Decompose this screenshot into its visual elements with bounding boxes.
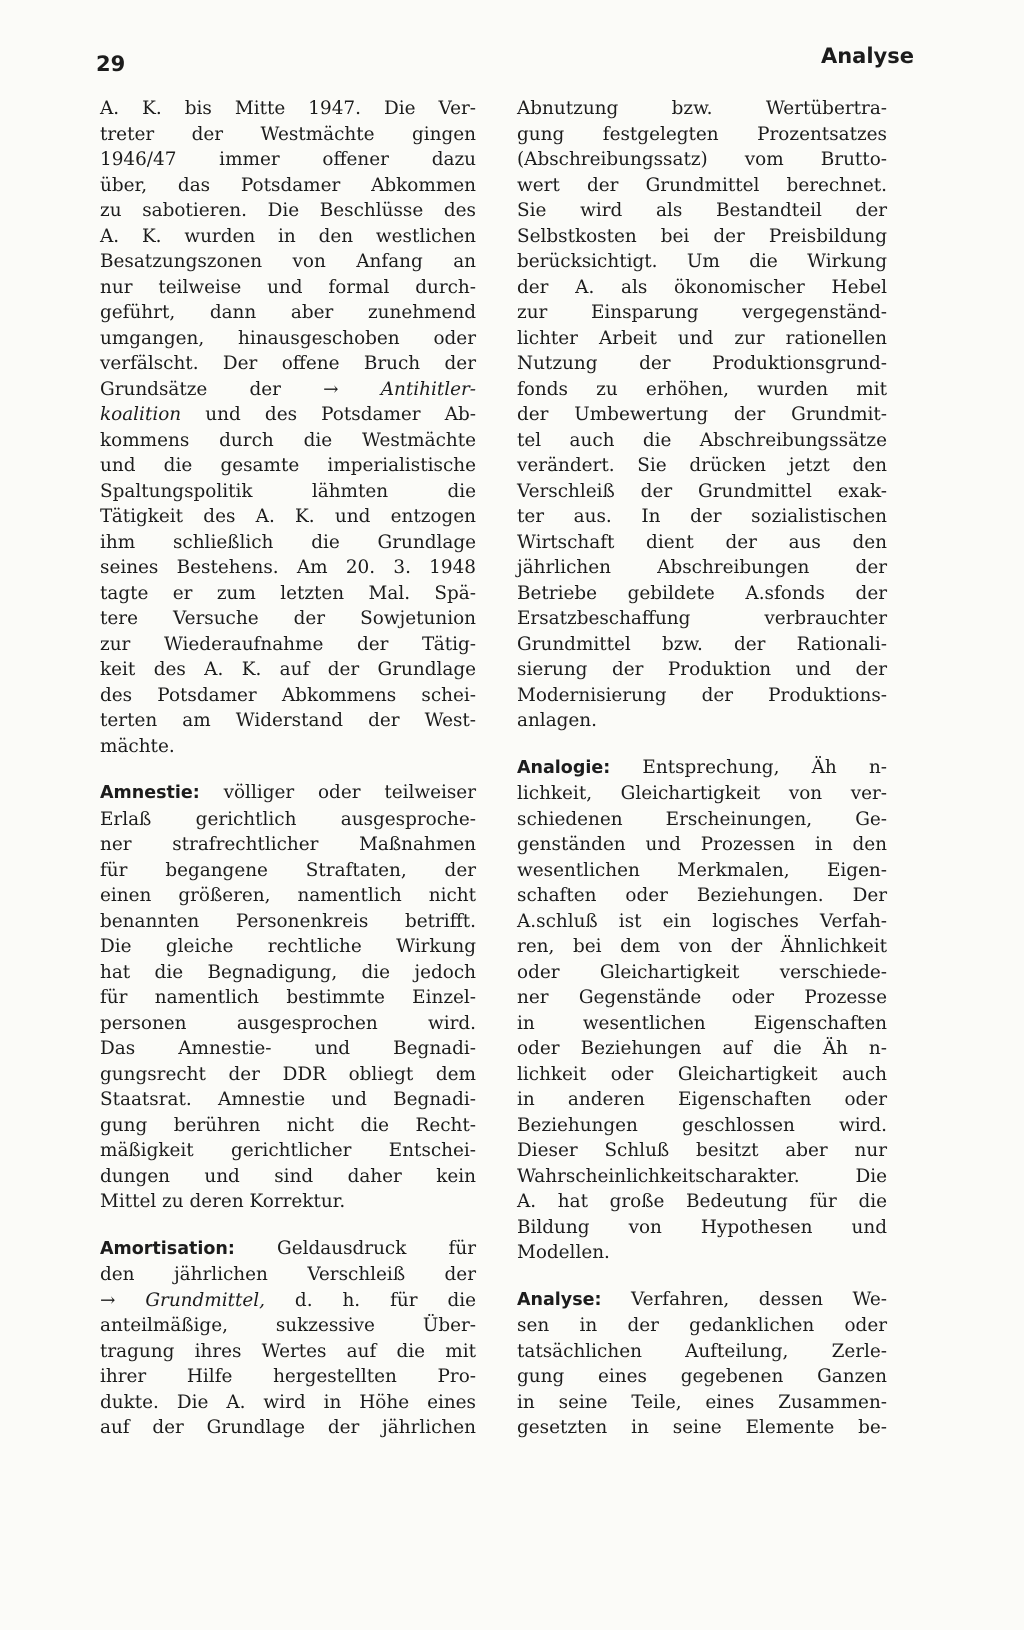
text-fragment: und des Potsdamer Ab- — [181, 404, 476, 425]
text-line: ihm schließlich die Grundlage — [100, 531, 476, 553]
text-line: zu sabotieren. Die Beschlüsse des — [100, 200, 476, 221]
text-line: 1946/47 immer offener dazu — [100, 149, 476, 170]
page-number: 29 — [96, 52, 126, 76]
text-line: zur Wiederaufnahme der Tätig- — [100, 633, 476, 655]
text-line: Staatsrat. Amnestie und Begnadi- — [100, 1089, 476, 1110]
right-column — [517, 96, 887, 1441]
text-line: des Potsdamer Abkommens schei- — [100, 684, 476, 706]
text-line: hat die Begnadigung, die jedoch — [100, 961, 476, 983]
text-line: Verschleiß der Grundmittel exak- — [517, 480, 887, 502]
text-line: Dieser Schluß besitzt aber nur — [517, 1140, 887, 1161]
text-line: geführt, dann aber zunehmend — [100, 302, 476, 323]
arrow-icon: → — [100, 1289, 146, 1311]
text-line: dukte. Die A. wird in Höhe eines — [100, 1391, 476, 1413]
text-line: anlagen. — [517, 710, 598, 731]
text-line: personen ausgesprochen wird. — [100, 1012, 476, 1034]
text-line: Wahrscheinlichkeitscharakter. Die — [517, 1165, 887, 1187]
text-line: Die gleiche rechtliche Wirkung — [100, 936, 476, 957]
text-line: kommens durch die Westmächte — [100, 429, 476, 451]
text-line: ner Gegenstände oder Prozesse — [517, 987, 887, 1008]
text-line: verändert. Sie drücken jetzt den — [517, 455, 887, 476]
text-line: sierung der Produktion und der — [517, 659, 887, 680]
text-line: Wirtschaft dient der aus den — [517, 531, 887, 553]
text-line: gesetzten in seine Elemente be- — [517, 1417, 887, 1438]
entry-gap — [100, 1215, 476, 1236]
text-line: Erlaß gerichtlich ausgesproche- — [100, 808, 476, 830]
text-line: wert der Grundmittel berechnet. — [517, 174, 887, 196]
text-line: der Umbewertung der Grundmit- — [517, 404, 887, 425]
text-fragment: d. h. für die — [265, 1289, 476, 1311]
text-line: sen in der gedanklichen oder — [517, 1315, 887, 1336]
text-line: berücksichtigt. Um die Wirkung — [517, 251, 887, 272]
text-line: terten am Widerstand der West- — [100, 710, 476, 731]
text-line: ihrer Hilfe hergestellten Pro- — [100, 1366, 476, 1387]
entry-gap — [100, 759, 476, 780]
text-line: A.schluß ist ein logisches Verfah- — [517, 910, 887, 932]
cross-reference-grundmittel: Grundmittel, — [145, 1289, 265, 1311]
text-line: Modernisierung der Produktions- — [517, 684, 887, 706]
text-line — [517, 1287, 887, 1314]
text-line: treter der Westmächte gingen — [100, 123, 476, 145]
text-line — [100, 377, 476, 403]
text-line: gung eines gegebenen Ganzen — [517, 1366, 887, 1387]
entry-amortisation — [100, 1236, 476, 1441]
text-line: in wesentlichen Eigenschaften — [517, 1012, 887, 1034]
text-line: gung festgelegten Prozentsatzes — [517, 123, 887, 145]
text-line: ner strafrechtlicher Maßnahmen — [100, 834, 476, 855]
cross-reference-antihitlerkoalition: Antihitler- — [380, 378, 476, 400]
text-line: tatsächlichen Aufteilung, Zerle- — [517, 1340, 887, 1362]
text-line: Modellen. — [517, 1242, 610, 1263]
entry-term-analogie: Analogie: — [517, 757, 611, 778]
text-fragment: Entsprechung, Äh n- — [610, 756, 887, 778]
text-line: mächte. — [100, 735, 175, 757]
left-column — [100, 96, 476, 1441]
text-line: Abnutzung bzw. Wertübertra- — [517, 98, 887, 119]
text-line: in seine Teile, eines Zusammen- — [517, 1391, 887, 1413]
text-line: einen größeren, namentlich nicht — [100, 885, 476, 906]
text-line: Tätigkeit des A. K. und entzogen — [100, 506, 476, 527]
text-line: und die gesamte imperialistische — [100, 455, 476, 476]
text-line: dungen und sind daher kein — [100, 1165, 476, 1187]
text-line: Grundmittel bzw. der Rationali- — [517, 633, 887, 655]
text-line: für begangene Straftaten, der — [100, 859, 476, 881]
text-line — [100, 1236, 476, 1263]
entry-gap — [517, 734, 887, 755]
running-head: Analyse — [820, 44, 914, 68]
entry-analyse — [517, 1287, 887, 1441]
entry-analogie — [517, 755, 887, 1266]
cross-reference-antihitlerkoalition-end: koalition — [100, 404, 182, 425]
entry-term-amnestie: Amnestie: — [100, 783, 200, 803]
text-line: Ersatzbeschaffung verbrauchter — [517, 608, 887, 629]
text-line: für namentlich bestimmte Einzel- — [100, 987, 476, 1008]
text-line: der A. als ökonomischer Hebel — [517, 276, 887, 298]
entry-gap — [517, 1266, 887, 1287]
entry-amortisation-continued — [517, 96, 887, 734]
text-fragment: Geldausdruck für — [234, 1237, 476, 1259]
text-line: fonds zu erhöhen, wurden mit — [517, 378, 887, 400]
text-line — [517, 755, 887, 782]
text-line: ter aus. In der sozialistischen — [517, 506, 887, 527]
text-line — [100, 402, 476, 428]
text-line: umgangen, hinausgeschoben oder — [100, 327, 476, 349]
text-line: oder Beziehungen auf die Äh n- — [517, 1038, 887, 1059]
text-line: schiedenen Erscheinungen, Ge- — [517, 808, 887, 830]
text-line: oder Gleichartigkeit verschiede- — [517, 961, 887, 983]
text-line: (Abschreibungssatz) vom Brutto- — [517, 149, 887, 170]
entry-term-amortisation: Amortisation: — [100, 1238, 235, 1259]
text-line: ren, bei dem von der Ähnlichkeit — [517, 936, 887, 957]
entry-amnestie — [100, 780, 476, 1215]
text-line: Betriebe gebildete A.sfonds der — [517, 582, 887, 604]
text-line: Sie wird als Bestandteil der — [517, 200, 887, 221]
text-line: Spaltungspolitik lähmten die — [100, 480, 476, 502]
text-line: lichkeit, Gleichartigkeit von ver- — [517, 783, 887, 804]
text-line: Mittel zu deren Korrektur. — [100, 1191, 346, 1212]
text-line: benannten Personenkreis betrifft. — [100, 910, 476, 932]
entry-continuation — [100, 96, 476, 759]
text-line: zur Einsparung vergegenständ- — [517, 302, 887, 323]
text-fragment: völliger oder teilweiser — [199, 782, 476, 803]
text-line: nur teilweise und formal durch- — [100, 276, 476, 298]
text-line: Das Amnestie- und Begnadi- — [100, 1038, 476, 1059]
text-line: wesentlichen Merkmalen, Eigen- — [517, 859, 887, 881]
text-line: Nutzung der Produktionsgrund- — [517, 353, 887, 374]
text-line: tel auch die Abschreibungssätze — [517, 429, 887, 451]
text-line: genständen und Prozessen in den — [517, 834, 887, 855]
text-line: tere Versuche der Sowjetunion — [100, 608, 476, 629]
entry-term-analyse: Analyse: — [517, 1289, 602, 1310]
text-line: schaften oder Beziehungen. Der — [517, 885, 887, 906]
text-line: Bildung von Hypothesen und — [517, 1216, 887, 1238]
text-line: keit des A. K. auf der Grundlage — [100, 659, 476, 680]
text-line: A. K. bis Mitte 1947. Die Ver- — [100, 98, 476, 119]
text-line: tragung ihres Wertes auf die mit — [100, 1340, 476, 1362]
text-line — [100, 780, 476, 807]
text-line: Selbstkosten bei der Preisbildung — [517, 225, 887, 247]
text-line: auf der Grundlage der jährlichen — [100, 1417, 476, 1438]
text-line: gungsrecht der DDR obliegt dem — [100, 1063, 476, 1085]
text-line: A. K. wurden in den westlichen — [100, 225, 476, 247]
text-line: lichter Arbeit und zur rationellen — [517, 327, 887, 349]
text-line: den jährlichen Verschleiß der — [100, 1264, 476, 1285]
text-line: verfälscht. Der offene Bruch der — [100, 353, 476, 374]
text-line: seines Bestehens. Am 20. 3. 1948 — [100, 557, 476, 578]
text-line: mäßigkeit gerichtlicher Entschei- — [100, 1140, 476, 1161]
text-line: Besatzungszonen von Anfang an — [100, 251, 476, 272]
text-fragment: Grundsätze der → — [100, 378, 339, 400]
text-fragment: Verfahren, dessen We- — [601, 1288, 887, 1310]
text-line: in anderen Eigenschaften oder — [517, 1089, 887, 1110]
text-line: lichkeit oder Gleichartigkeit auch — [517, 1063, 887, 1085]
text-line: A. hat große Bedeutung für die — [517, 1191, 887, 1212]
text-line: Beziehungen geschlossen wird. — [517, 1114, 887, 1136]
text-line: tagte er zum letzten Mal. Spä- — [100, 582, 476, 604]
text-line: anteilmäßige, sukzessive Über- — [100, 1315, 476, 1336]
text-line — [100, 1288, 476, 1314]
text-line: jährlichen Abschreibungen der — [517, 557, 887, 578]
text-line: über, das Potsdamer Abkommen — [100, 174, 476, 196]
text-line: gung berühren nicht die Recht- — [100, 1114, 476, 1136]
